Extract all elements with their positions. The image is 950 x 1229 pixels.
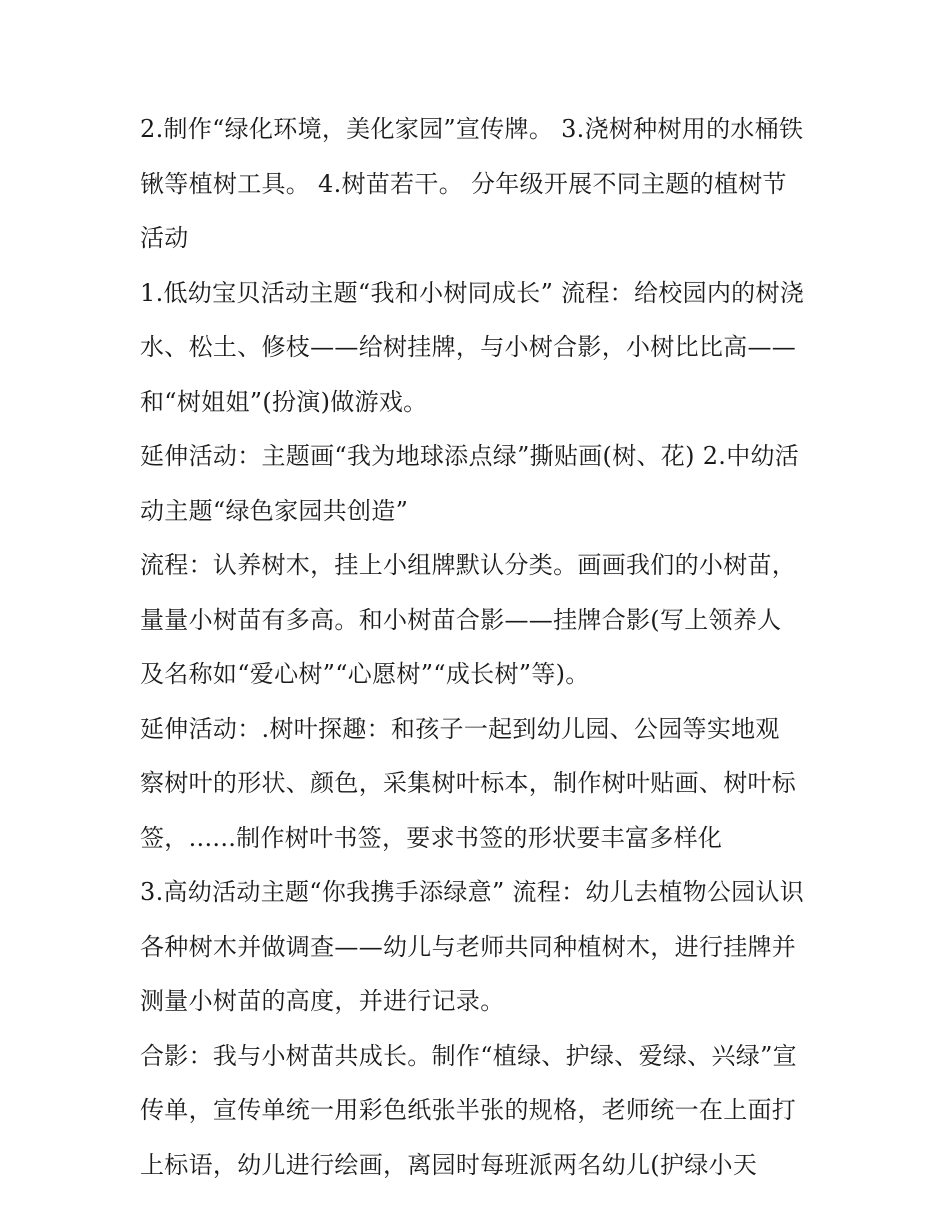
text-line: 动主题“绿色家园共创造”: [140, 496, 409, 525]
text-line: 合影：我与小树苗共成长。制作“植绿、护绿、爱绿、兴绿”宣: [140, 1041, 797, 1070]
text-line: 锹等植树工具。 4.树苗若干。 分年级开展不同主题的植树节: [140, 169, 787, 198]
text-line: 各种树木并做调查——幼儿与老师共同种植树木，进行挂牌并: [140, 932, 797, 961]
text-line: 1.低幼宝贝活动主题“我和小树同成长” 流程：给校园内的树浇: [140, 278, 805, 307]
text-line: 活动: [140, 224, 189, 252]
text-line: 延伸活动：.树叶探趣：和孩子一起到幼儿园、公园等实地观: [140, 714, 780, 743]
paragraph-junior-activity: [140, 266, 820, 430]
paragraph-photo-flyer: [140, 1029, 820, 1193]
paragraph-extension-leaves: [140, 702, 820, 866]
text-line: 和“树姐姐”(扮演)做游戏。: [140, 387, 428, 416]
text-line: 传单，宣传单统一用彩色纸张半张的规格，老师统一在上面打: [140, 1096, 797, 1124]
text-line: 签，......制作树叶书签，要求书签的形状要丰富多样化: [140, 823, 723, 852]
text-line: 测量小树苗的高度，并进行记录。: [140, 987, 505, 1015]
document-body: [140, 102, 820, 1192]
text-line: 2.制作“绿化环境，美化家园”宣传牌。 3.浇树种树用的水桶铁: [140, 115, 804, 143]
paragraph-middle-process: [140, 538, 820, 702]
paragraph-extension-drawing: [140, 429, 820, 538]
text-line: 延伸活动：主题画“我为地球添点绿”撕贴画(树、花) 2.中幼活: [140, 442, 800, 470]
text-line: 上标语，幼儿进行绘画，离园时每班派两名幼儿(护绿小天: [140, 1150, 758, 1179]
text-line: 水、松土、修枝——给树挂牌，与小树合影，小树比比高——: [140, 333, 797, 361]
text-line: 流程：认养树木，挂上小组牌默认分类。画画我们的小树苗，: [140, 551, 797, 579]
text-line: 察树叶的形状、颜色，采集树叶标本，制作树叶贴画、树叶标: [140, 769, 797, 797]
text-line: 及名称如“爱心树”“心愿树”“成长树”等)。: [140, 660, 590, 688]
text-line: 3.高幼活动主题“你我携手添绿意” 流程：幼儿去植物公园认识: [140, 878, 805, 906]
paragraph-materials: [140, 102, 820, 266]
text-line: 量量小树苗有多高。和小树苗合影——挂牌合影(写上领养人: [140, 605, 782, 634]
paragraph-senior-activity: [140, 865, 820, 1029]
